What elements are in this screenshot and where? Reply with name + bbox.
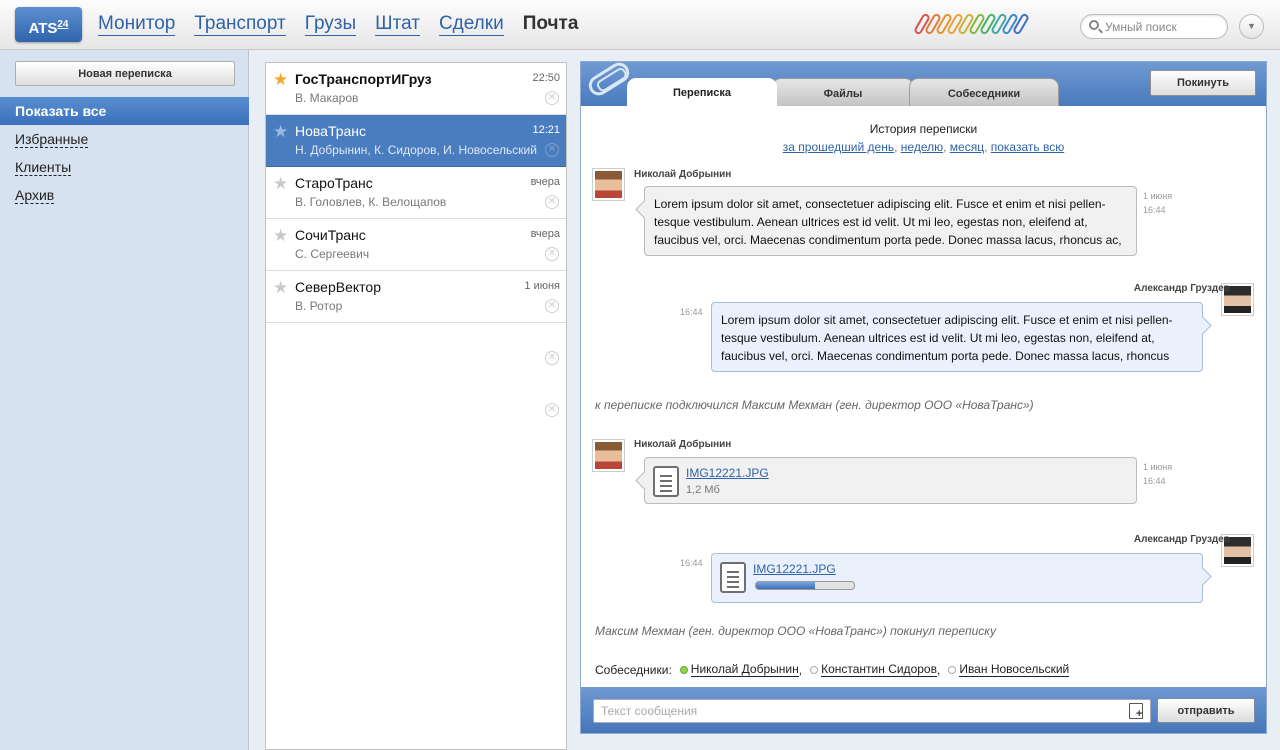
participant-link[interactable]: Константин Сидоров [821, 662, 937, 676]
thread-title: НоваТранс [295, 123, 367, 139]
thread-time: 22:50 [532, 72, 560, 84]
nav-staff[interactable]: Штат [375, 13, 420, 34]
message-date: 1 июня [1143, 191, 1173, 201]
sidebar-item-favorites[interactable] [0, 125, 249, 153]
main-nav [98, 12, 597, 36]
close-icon[interactable]: ✕ [545, 299, 559, 313]
history-links: за прошедший день, неделю, месяц, показать всю [782, 140, 1065, 154]
participants-bar: Собеседники: Николай Добрынин , Константин Сидоров , Иван Новосельский [595, 662, 1070, 677]
file-size: 1,2 Мб [686, 484, 720, 496]
star-icon[interactable]: ★ [273, 174, 289, 193]
tab-conversation[interactable]: Переписка [627, 78, 777, 106]
list-item[interactable] [266, 115, 566, 167]
list-item-empty [266, 375, 566, 427]
message-bubble [711, 302, 1203, 372]
message-text: Lorem ipsum dolor sit amet, consectetuer adipiscing elit. Fusce et enim et nisi pellen- [721, 313, 1173, 327]
sidebar-item-clients[interactable] [0, 153, 249, 181]
nav-deals[interactable]: Сделки [438, 13, 504, 34]
thread-participants: С. Сергеевич [295, 247, 370, 261]
message-sender: Николай Добрынин [634, 169, 732, 180]
list-item[interactable] [266, 167, 566, 219]
sidebar-item-label: Избранные [15, 131, 89, 147]
sidebar-item-label: Клиенты [15, 159, 72, 175]
message-sender: Александр Груздев [1133, 534, 1230, 545]
message-composer [581, 687, 1266, 733]
upload-progress-fill [756, 582, 815, 589]
close-icon[interactable]: ✕ [545, 247, 559, 261]
thread-time: 1 июня [524, 280, 560, 292]
file-message-bubble [711, 553, 1203, 603]
file-message-bubble [644, 457, 1137, 504]
close-icon[interactable]: ✕ [545, 143, 559, 157]
thread-time: вчера [530, 228, 560, 240]
upload-progress [755, 581, 855, 590]
search-input[interactable] [1105, 18, 1223, 35]
thread-title: ГосТранспортИГруз [295, 71, 432, 87]
tab-participants[interactable]: Собеседники [909, 78, 1059, 106]
chevron-down-icon[interactable]: ▼ [1239, 14, 1264, 39]
file-link[interactable]: IMG12221.JPG [686, 466, 769, 480]
app-logo[interactable]: ATS$^{24}$ [15, 7, 82, 42]
history-week-link[interactable]: неделю [900, 140, 944, 154]
participant-link[interactable]: Николай Добрынин [690, 662, 799, 676]
sidebar-item-label: Архив [15, 187, 55, 203]
message-text: Lorem ipsum dolor sit amet, consectetuer adipiscing elit. Fusce et enim et nisi pellen- [654, 197, 1106, 211]
thread-title: СочиТранс [295, 227, 366, 243]
thread-participants: В. Головлев, К. Велощапов [295, 195, 447, 209]
avatar[interactable] [592, 439, 625, 472]
file-link[interactable]: IMG12221.JPG [753, 562, 836, 576]
nav-mail[interactable]: Почта [522, 13, 579, 34]
new-conversation-button[interactable]: Новая переписка [15, 61, 235, 86]
sidebar-item-label: Показать все [15, 103, 107, 119]
thread-time: вчера [530, 176, 560, 188]
conversation-list [265, 62, 567, 750]
message-text: faucibus vel, orci. Maecenas condimentum porta pede. Donec massa lacus, rhoncus ac, [654, 233, 1122, 247]
attach-file-icon[interactable] [1129, 703, 1143, 719]
thread-participants: Н. Добрынин, К. Сидоров, И. Новосельский [295, 143, 537, 157]
status-offline-icon [948, 666, 956, 674]
smart-search [1080, 14, 1228, 39]
leave-button[interactable]: Покинуть [1150, 70, 1256, 96]
message-input[interactable] [593, 699, 1151, 723]
message-sender: Николай Добрынин [634, 439, 732, 450]
search-icon [1089, 20, 1099, 30]
star-icon[interactable]: ★ [273, 226, 289, 245]
avatar-image [595, 171, 622, 198]
list-item[interactable] [266, 271, 566, 323]
thread-title: СеверВектор [295, 279, 381, 295]
list-item[interactable] [266, 219, 566, 271]
send-button[interactable]: отправить [1157, 698, 1255, 723]
list-item-empty [266, 323, 566, 375]
sidebar-item-archive[interactable] [0, 181, 249, 209]
star-icon[interactable]: ★ [273, 122, 289, 141]
message-time: 16:44 [680, 558, 703, 568]
close-icon[interactable]: ✕ [545, 403, 559, 417]
message-text: faucibus vel, orci. Maecenas condimentum porta pede. Donec massa lacus, rhoncus [721, 349, 1170, 363]
close-icon[interactable]: ✕ [545, 195, 559, 209]
status-offline-icon [810, 666, 818, 674]
chat-panel [580, 61, 1267, 734]
folder-list [0, 97, 249, 209]
star-icon[interactable]: ★ [273, 70, 289, 89]
system-message-leave: Максим Мехман (ген. директор ООО «НоваТранс») покинул переписку [595, 624, 996, 638]
list-item[interactable] [266, 63, 566, 115]
history-title: История переписки [869, 122, 978, 136]
nav-transport[interactable]: Транспорт [194, 13, 286, 34]
sidebar [0, 50, 249, 750]
nav-cargo[interactable]: Грузы [304, 13, 357, 34]
message-bubble [644, 186, 1137, 256]
close-icon[interactable]: ✕ [545, 91, 559, 105]
document-icon [653, 466, 679, 497]
message-time: 16:44 [1143, 476, 1166, 486]
message-date: 1 июня [1143, 462, 1173, 472]
message-time: 16:44 [680, 307, 703, 317]
thread-time: 12:21 [532, 124, 560, 136]
message-time: 16:44 [1143, 205, 1166, 215]
document-icon [720, 562, 746, 593]
participant-link[interactable]: Иван Новосельский [959, 662, 1070, 676]
paperclip-icons [918, 13, 1025, 35]
close-icon[interactable]: ✕ [545, 351, 559, 365]
paperclip-icon [585, 61, 633, 99]
system-message-join: к переписке подключился Максим Мехман (ген. директор ООО «НоваТранс») [595, 398, 1034, 412]
participants-label: Собеседники: [595, 662, 672, 677]
nav-monitor[interactable]: Монитор [98, 13, 176, 34]
avatar[interactable] [592, 168, 625, 201]
history-all-link[interactable]: показать всю [990, 140, 1065, 154]
message-sender: Александр Груздев [1133, 283, 1230, 294]
star-icon[interactable]: ★ [273, 278, 289, 297]
avatar-image [595, 442, 622, 469]
thread-title: СтароТранс [295, 175, 373, 191]
history-month-link[interactable]: месяц [949, 140, 985, 154]
chat-header [581, 62, 1266, 106]
thread-participants: В. Ротор [295, 299, 343, 313]
message-text: tesque vestibulum. Aenean ultrices est id velit. Ut mi leo, egestas non, eleifend at, [654, 215, 1088, 229]
thread-participants: В. Макаров [295, 91, 359, 105]
status-online-icon [680, 666, 688, 674]
top-bar [0, 0, 1280, 50]
history-day-link[interactable]: за прошедший день [782, 140, 895, 154]
sidebar-item-all[interactable] [0, 97, 249, 125]
message-text: tesque vestibulum. Aenean ultrices est id velit. Ut mi leo, egestas non, eleifend at, [721, 331, 1155, 345]
tab-files[interactable]: Файлы [772, 78, 914, 106]
